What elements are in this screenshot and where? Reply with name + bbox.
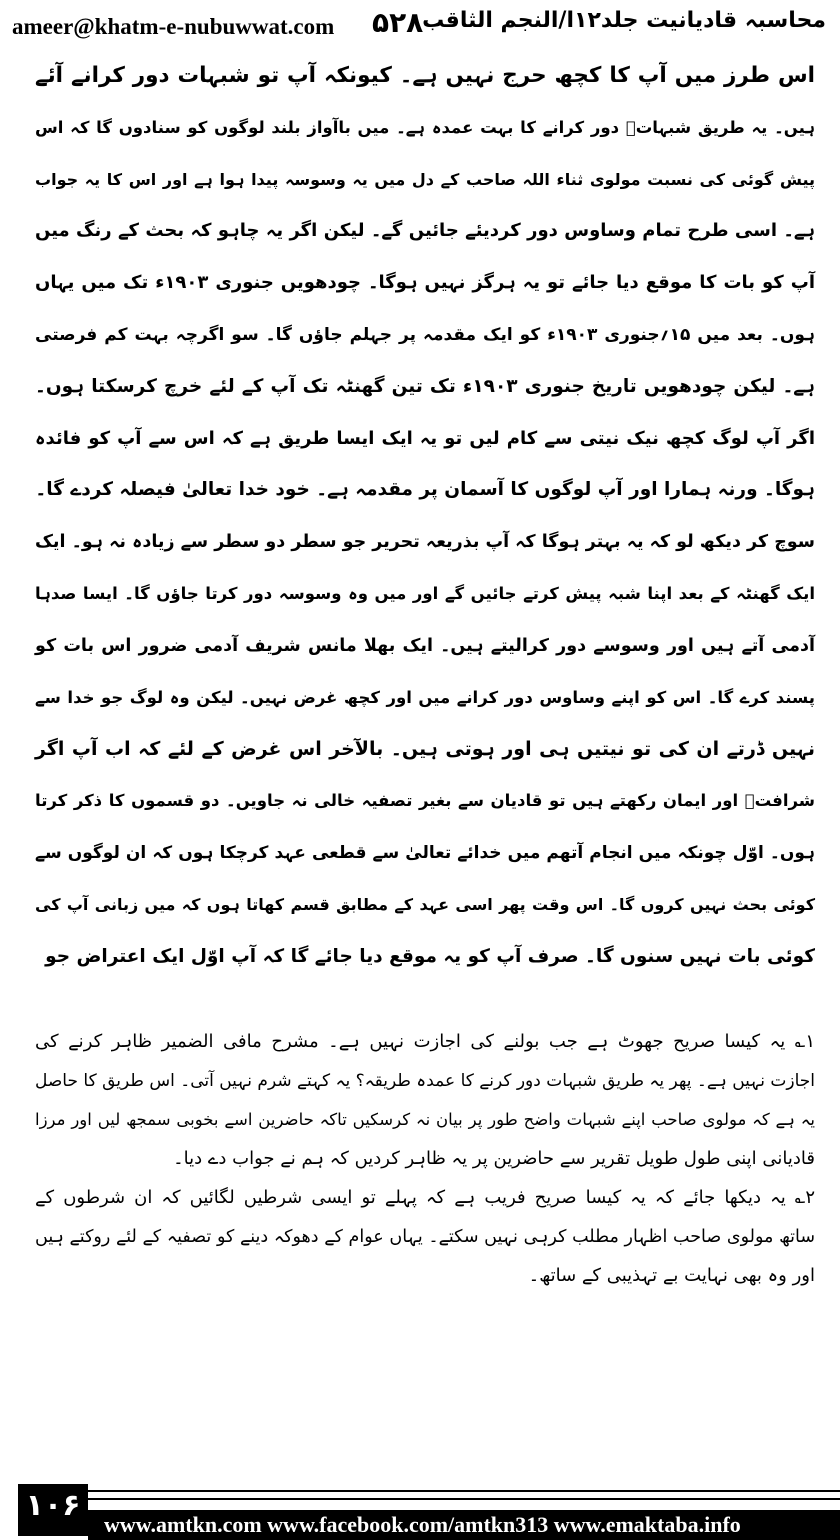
footnote-line: اور وہ بھی نہایت بے تہذیبی کے ساتھ۔ bbox=[528, 1265, 815, 1286]
text-line: اس طرز میں آپ کا کچھ حرج نہیں ہے۔ کیونکہ آپ تو شبہات دور کرانے آئے bbox=[35, 63, 815, 88]
footnote-line: یہ ہے کہ مولوی صاحب اپنے شبہات واضح طور پر بیان نہ کرسکیں تاکہ حاضرین اسے بخوبی سمجھ لیں اور مرزا bbox=[35, 1110, 815, 1129]
text-line: ہے۔ لیکن چودھویں تاریخ جنوری ۱۹۰۳ء تک تین گھنٹہ تک آپ کے لئے خرچ کرسکتا ہوں۔ bbox=[35, 375, 815, 397]
text-line: ہے۔ اسی طرح تمام وساوس دور کردیئے جائیں گے۔ لیکن اگر یہ چاہو کہ بحث کے رنگ میں bbox=[35, 220, 815, 242]
text-line: ہوگا۔ ورنہ ہمارا اور آپ لوگوں کا آسمان پر مقدمہ ہے۔ خود خدا تعالیٰ فیصلہ کردے گا۔ bbox=[35, 479, 815, 501]
text-line: ایک گھنٹہ کے بعد اپنا شبہ پیش کرتے جائیں گے اور میں وہ وسوسہ دور کرتا جاؤں گا۔ ایسا صدہا bbox=[35, 584, 815, 603]
footnote-line: قادیانی اپنی طول طویل تقریر سے حاضرین پر یہ ظاہر کردیں کہ ہم نے جواب دے دیا۔ bbox=[173, 1148, 815, 1169]
footnote-line: ساتھ مولوی صاحب اظہار مطلب کرہی نہیں سکتے۔ یہاں عوام کے دھوکہ دینے کو تصفیہ کے لئے روکتے ہیں bbox=[35, 1227, 815, 1247]
header-email: ameer@khatm-e-nubuwwat.com bbox=[12, 14, 335, 39]
footnote-line: ۱؎ یہ کیسا صریح جھوٹ ہے جب بولنے کی اجازت نہیں ہے۔ مشرح مافی الضمیر ظاہر کرنے کی bbox=[35, 1031, 815, 1052]
text-line: سوچ کر دیکھ لو کہ یہ بہتر ہوگا کہ آپ بذریعہ تحریر جو سطر دو سطر سے زیادہ نہ ہو۔ ایک bbox=[35, 532, 815, 553]
header-book-title: محاسبہ قادیانیت جلد۱۲ا/النجم الثاقب bbox=[422, 8, 826, 33]
text-line: ہیں۔ یہ طریق شبہاتؔ دور کرانے کا بہت عمدہ ہے۔ میں باآواز بلند لوگوں کو سنادوں گا کہ اس bbox=[35, 117, 815, 137]
text-line: آپ کو بات کا موقع دیا جائے تو یہ ہرگز نہیں ہوگا۔ چودھویں جنوری ۱۹۰۳ء تک میں یہاں bbox=[35, 272, 815, 294]
text-line: کوئی بات نہیں سنوں گا۔ صرف آپ کو یہ موقع دیا جائے گا کہ آپ اوّل ایک اعتراض جو bbox=[45, 945, 815, 967]
footer-rule bbox=[88, 1498, 840, 1500]
footer-urls: www.amtkn.com www.facebook.com/amtkn313 www.emaktaba.info bbox=[88, 1510, 840, 1540]
text-line: ہوں۔ اوّل چونکہ میں انجام آتھم میں خدائے تعالیٰ سے قطعی عہد کرچکا ہوں کہ ان لوگوں سے bbox=[35, 843, 815, 863]
text-line: پسند کرے گا۔ اس کو اپنے وساوس دور کرانے میں اور کچھ غرض نہیں۔ لیکن وہ لوگ جو خدا سے bbox=[35, 687, 815, 707]
header-page-number: ۵۲۸ bbox=[372, 6, 424, 39]
footer-rule bbox=[88, 1490, 840, 1492]
text-line: پیش گوئی کی نسبت مولوی ثناء اللہ صاحب کے دل میں یہ وسوسہ پیدا ہوا ہے اور اس کا یہ جواب bbox=[35, 169, 815, 189]
text-line: کوئی بحث نہیں کروں گا۔ اس وقت پھر اسی عہد کے مطابق قسم کھاتا ہوں کہ میں زبانی آپ کی bbox=[35, 894, 815, 914]
text-line: نہیں ڈرتے ان کی تو نیتیں ہی اور ہوتی ہیں۔ بالآخر اس غرض کے لئے کہ اب آپ اگر bbox=[35, 738, 815, 761]
text-line: اگر آپ لوگ کچھ نیک نیتی سے کام لیں تو یہ ایک ایسا طریق ہے کہ اس سے آپ کو فائدہ bbox=[35, 427, 815, 449]
text-line: شرافتؔ اور ایمان رکھتے ہیں تو قادیان سے بغیر تصفیہ خالی نہ جاویں۔ دو قسموں کا ذکر کرتا bbox=[35, 791, 815, 811]
footer-page-number: ۱۰۶ bbox=[18, 1484, 88, 1536]
text-line: آدمی آتے ہیں اور وسوسے دور کرالیتے ہیں۔ ایک بھلا مانس شریف آدمی ضرور اس بات کو bbox=[35, 635, 815, 656]
footnote-line: اجازت نہیں ہے۔ پھر یہ طریق شبہات دور کرنے کا عمدہ طریقہ؟ یہ کہتے شرم نہیں آتی۔ اس طریق کا حاصل bbox=[35, 1071, 815, 1091]
footnote-line: ۲؎ یہ دیکھا جائے کہ یہ کیسا صریح فریب ہے کہ پہلے تو ایسی شرطیں لگائیں کہ ان شرطوں کے bbox=[35, 1187, 815, 1208]
text-line: ہوں۔ بعد میں ۱۵؍جنوری ۱۹۰۳ء کو ایک مقدمہ پر جہلم جاؤں گا۔ سو اگرچہ بہت کم فرصتی bbox=[35, 325, 815, 345]
